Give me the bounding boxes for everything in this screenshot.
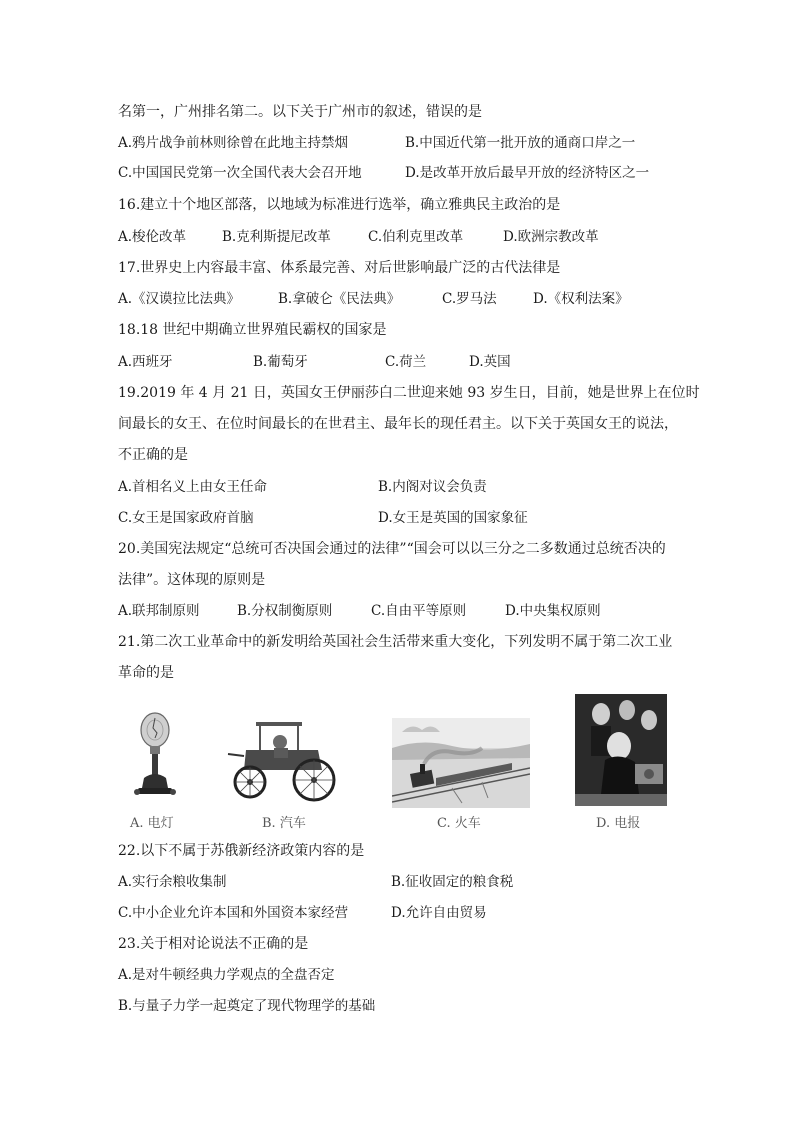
q17-option-c: C.罗马法 [442, 291, 497, 307]
q15-stem: 名第一，广州排名第二。以下关于广州市的叙述，错误的是 [118, 104, 482, 120]
q22-option-d: D.允许自由贸易 [391, 905, 487, 921]
q16-stem: 16.建立十个地区部落，以地域为标准进行选举，确立雅典民主政治的是 [118, 197, 561, 213]
q22-stem: 22.以下不属于苏俄新经济政策内容的是 [118, 843, 365, 859]
q15-option-b: B.中国近代第一批开放的通商口岸之一 [405, 135, 636, 151]
q22-option-b: B.征收固定的粮食税 [391, 874, 514, 890]
q19-option-d: D.女王是英国的国家象征 [378, 510, 528, 526]
q19-option-b: B.内阁对议会负责 [378, 479, 487, 495]
q16-option-a: A.梭伦改革 [118, 229, 187, 245]
q21-stem-line-2: 革命的是 [118, 665, 174, 681]
early-automobile-photo [226, 710, 342, 808]
q15-option-c: C.中国国民党第一次全国代表大会召开地 [118, 165, 362, 181]
caption-b: B. 汽车 [262, 816, 306, 831]
q21-stem-line-1: 21.第二次工业革命中的新发明给英国社会生活带来重大变化，下列发明不属于第二次工业 [118, 634, 673, 650]
q19-option-a: A.首相名义上由女王任命 [118, 479, 268, 495]
q23-stem: 23.关于相对论说法不正确的是 [118, 936, 309, 952]
q18-stem: 18.18 世纪中期确立世界殖民霸权的国家是 [118, 322, 387, 338]
q18-option-c: C.荷兰 [385, 354, 427, 370]
q17-option-d: D.《权利法案》 [533, 291, 629, 307]
caption-d: D. 电报 [596, 816, 641, 831]
q16-option-c: C.伯利克里改革 [368, 229, 464, 245]
q16-option-b: B.克利斯提尼改革 [222, 229, 331, 245]
q23-option-b: B.与量子力学一起奠定了现代物理学的基础 [118, 998, 376, 1014]
q18-option-a: A.西班牙 [118, 354, 173, 370]
q20-option-c: C.自由平等原则 [371, 603, 467, 619]
q20-option-b: B.分权制衡原则 [237, 603, 333, 619]
q20-option-d: D.中央集权原则 [505, 603, 601, 619]
telegraph-operator-photo [575, 694, 667, 806]
q19-stem-line-3: 不正确的是 [118, 447, 188, 463]
q20-stem-line-1: 20.美国宪法规定“总统可否决国会通过的法律”“国会可以以三分之二多数通过总统否决的 [118, 541, 666, 557]
q17-stem: 17.世界史上内容最丰富、体系最完善、对后世影响最广泛的古代法律是 [118, 260, 561, 276]
q19-stem-line-2: 间最长的女王、在位时间最长的在世君主、最年长的现任君主。以下关于英国女王的说法， [118, 416, 678, 432]
q15-option-d: D.是改革开放后最早开放的经济特区之一 [405, 165, 650, 181]
q22-option-c: C.中小企业允许本国和外国资本家经营 [118, 905, 349, 921]
q23-option-a: A.是对牛顿经典力学观点的全盘否定 [118, 967, 335, 983]
q19-stem-line-1: 19.2019 年 4 月 21 日，英国女王伊丽莎白二世迎来她 93 岁生日，目前，她是世界上在位时 [118, 385, 700, 401]
q17-option-b: B.拿破仑《民法典》 [278, 291, 401, 307]
q20-option-a: A.联邦制原则 [118, 603, 200, 619]
q19-option-c: C.女王是国家政府首脑 [118, 510, 254, 526]
steam-train-photo [392, 718, 530, 808]
light-bulb-photo [128, 708, 182, 808]
q15-option-a: A.鸦片战争前林则徐曾在此地主持禁烟 [118, 135, 349, 151]
q16-option-d: D.欧洲宗教改革 [503, 229, 599, 245]
q17-option-a: A.《汉谟拉比法典》 [118, 291, 241, 307]
caption-a: A. 电灯 [130, 816, 174, 831]
q20-stem-line-2: 法律”。这体现的原则是 [118, 572, 266, 588]
q18-option-b: B.葡萄牙 [253, 354, 308, 370]
q22-option-a: A.实行余粮收集制 [118, 874, 227, 890]
caption-c: C. 火车 [437, 816, 481, 831]
q18-option-d: D.英国 [469, 354, 511, 370]
